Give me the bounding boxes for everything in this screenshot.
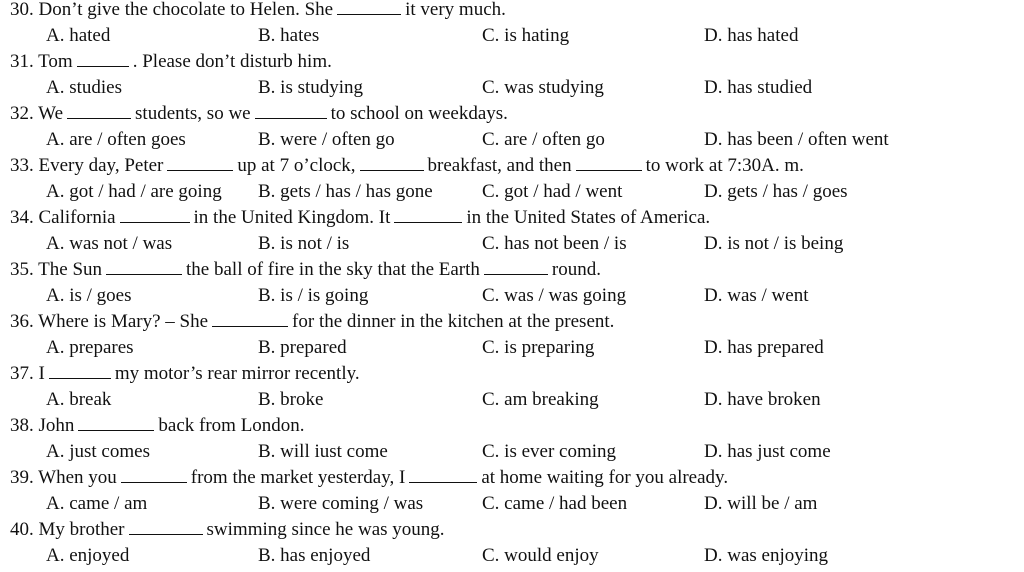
- answer-blank: [49, 377, 111, 379]
- question-stem: [10, 520, 445, 546]
- answer-blank: [121, 481, 187, 483]
- stem-text: round.: [551, 259, 601, 280]
- stem-text: students, so we: [135, 103, 251, 124]
- option-d[interactable]: D. was enjoying: [704, 545, 829, 566]
- answer-blank: [129, 533, 203, 535]
- options-row: [0, 442, 1024, 468]
- option-c[interactable]: C. is ever coming: [482, 441, 617, 462]
- option-b[interactable]: B. were coming / was: [258, 493, 424, 514]
- option-b[interactable]: B. is studying: [258, 77, 364, 98]
- question-39: [0, 468, 1024, 520]
- stem-text: my motor’s rear mirror recently.: [114, 363, 360, 384]
- option-b[interactable]: B. prepared: [258, 337, 347, 358]
- option-a[interactable]: A. just comes: [46, 441, 150, 462]
- stem-text: to work at 7:30A. m.: [645, 155, 804, 176]
- option-d[interactable]: D. was / went: [704, 285, 809, 306]
- option-d[interactable]: D. has just come: [704, 441, 831, 462]
- stem-text: from the market yesterday, I: [190, 467, 406, 488]
- stem-text: it very much.: [405, 0, 506, 20]
- option-c[interactable]: C. has not been / is: [482, 233, 627, 254]
- option-c[interactable]: C. are / often go: [482, 129, 605, 150]
- stem-text: 36. Where is Mary? – She: [10, 311, 209, 332]
- option-c[interactable]: C. is hating: [482, 25, 570, 46]
- stem-text: . Please don’t disturb him.: [132, 51, 332, 72]
- stem-text: swimming since he was young.: [206, 519, 445, 540]
- option-b[interactable]: B. gets / has / has gone: [258, 181, 433, 202]
- option-a[interactable]: A. was not / was: [46, 233, 173, 254]
- answer-blank: [576, 169, 642, 171]
- option-b[interactable]: B. hates: [258, 25, 320, 46]
- option-a[interactable]: A. break: [46, 389, 112, 410]
- option-a[interactable]: A. studies: [46, 77, 122, 98]
- option-b[interactable]: B. is not / is: [258, 233, 350, 254]
- answer-blank: [120, 221, 190, 223]
- option-d[interactable]: D. has studied: [704, 77, 813, 98]
- option-d[interactable]: D. have broken: [704, 389, 821, 410]
- question-stem: [10, 208, 710, 234]
- answer-blank: [212, 325, 288, 327]
- options-row: [0, 182, 1024, 208]
- option-a[interactable]: A. prepares: [46, 337, 134, 358]
- options-row: [0, 390, 1024, 416]
- options-row: [0, 546, 1024, 572]
- answer-blank: [484, 273, 548, 275]
- option-c[interactable]: C. was / was going: [482, 285, 627, 306]
- answer-blank: [360, 169, 424, 171]
- option-d[interactable]: D. has been / often went: [704, 129, 889, 150]
- answer-blank: [255, 117, 327, 119]
- option-c[interactable]: C. was studying: [482, 77, 604, 98]
- stem-text: 30. Don’t give the chocolate to Helen. She: [10, 0, 334, 20]
- options-row: [0, 234, 1024, 260]
- stem-text: 35. The Sun: [10, 259, 103, 280]
- question-31: [0, 52, 1024, 104]
- stem-text: 37. I: [10, 363, 45, 384]
- answer-blank: [167, 169, 233, 171]
- question-36: [0, 312, 1024, 364]
- option-c[interactable]: C. is preparing: [482, 337, 595, 358]
- option-b[interactable]: B. is / is going: [258, 285, 369, 306]
- stem-text: for the dinner in the kitchen at the present.: [292, 311, 615, 332]
- options-row: [0, 78, 1024, 104]
- option-c[interactable]: C. am breaking: [482, 389, 599, 410]
- options-row: [0, 494, 1024, 520]
- stem-text: in the United States of America.: [466, 207, 711, 228]
- option-a[interactable]: A. came / am: [46, 493, 148, 514]
- stem-text: 40. My brother: [10, 519, 125, 540]
- option-d[interactable]: D. gets / has / goes: [704, 181, 848, 202]
- question-stem: [10, 416, 305, 442]
- stem-text: up at 7 o’clock,: [237, 155, 356, 176]
- question-37: [0, 364, 1024, 416]
- question-stem: [10, 312, 614, 338]
- option-a[interactable]: A. enjoyed: [46, 545, 130, 566]
- question-30: [0, 0, 1024, 52]
- option-d[interactable]: D. has prepared: [704, 337, 824, 358]
- question-stem: [10, 156, 804, 182]
- stem-text: to school on weekdays.: [330, 103, 508, 124]
- option-d[interactable]: D. is not / is being: [704, 233, 844, 254]
- question-stem: [10, 0, 506, 26]
- question-35: [0, 260, 1024, 312]
- option-d[interactable]: D. will be / am: [704, 493, 818, 514]
- stem-text: in the United Kingdom. It: [193, 207, 391, 228]
- stem-text: back from London.: [158, 415, 305, 436]
- option-c[interactable]: C. would enjoy: [482, 545, 599, 566]
- option-b[interactable]: B. has enjoyed: [258, 545, 371, 566]
- question-stem: [10, 52, 332, 78]
- answer-blank: [78, 429, 154, 431]
- option-d[interactable]: D. has hated: [704, 25, 799, 46]
- option-c[interactable]: C. came / had been: [482, 493, 628, 514]
- stem-text: the ball of fire in the sky that the Earth: [186, 259, 480, 280]
- answer-blank: [409, 481, 477, 483]
- options-row: [0, 130, 1024, 156]
- stem-text: 38. John: [10, 415, 75, 436]
- options-row: [0, 26, 1024, 52]
- options-row: [0, 286, 1024, 312]
- question-stem: [10, 468, 728, 494]
- question-40: [0, 520, 1024, 572]
- stem-text: 31. Tom: [10, 51, 73, 72]
- option-c[interactable]: C. got / had / went: [482, 181, 623, 202]
- question-38: [0, 416, 1024, 468]
- stem-text: 32. We: [10, 103, 64, 124]
- option-a[interactable]: A. is / goes: [46, 285, 132, 306]
- answer-blank: [67, 117, 131, 119]
- stem-text: 34. California: [10, 207, 116, 228]
- question-stem: [10, 104, 508, 130]
- question-33: [0, 156, 1024, 208]
- option-a[interactable]: A. hated: [46, 25, 111, 46]
- options-row: [0, 338, 1024, 364]
- answer-blank: [337, 13, 401, 15]
- stem-text: at home waiting for you already.: [481, 467, 729, 488]
- stem-text: breakfast, and then: [427, 155, 572, 176]
- question-stem: [10, 260, 601, 286]
- question-32: [0, 104, 1024, 156]
- answer-blank: [106, 273, 182, 275]
- stem-text: 39. When you: [10, 467, 117, 488]
- question-stem: [10, 364, 360, 390]
- option-a[interactable]: A. got / had / are going: [46, 181, 222, 202]
- option-b[interactable]: B. will iust come: [258, 441, 388, 462]
- question-34: [0, 208, 1024, 260]
- option-b[interactable]: B. were / often go: [258, 129, 395, 150]
- option-b[interactable]: B. broke: [258, 389, 324, 410]
- answer-blank: [394, 221, 462, 223]
- stem-text: 33. Every day, Peter: [10, 155, 164, 176]
- answer-blank: [77, 65, 129, 67]
- option-a[interactable]: A. are / often goes: [46, 129, 186, 150]
